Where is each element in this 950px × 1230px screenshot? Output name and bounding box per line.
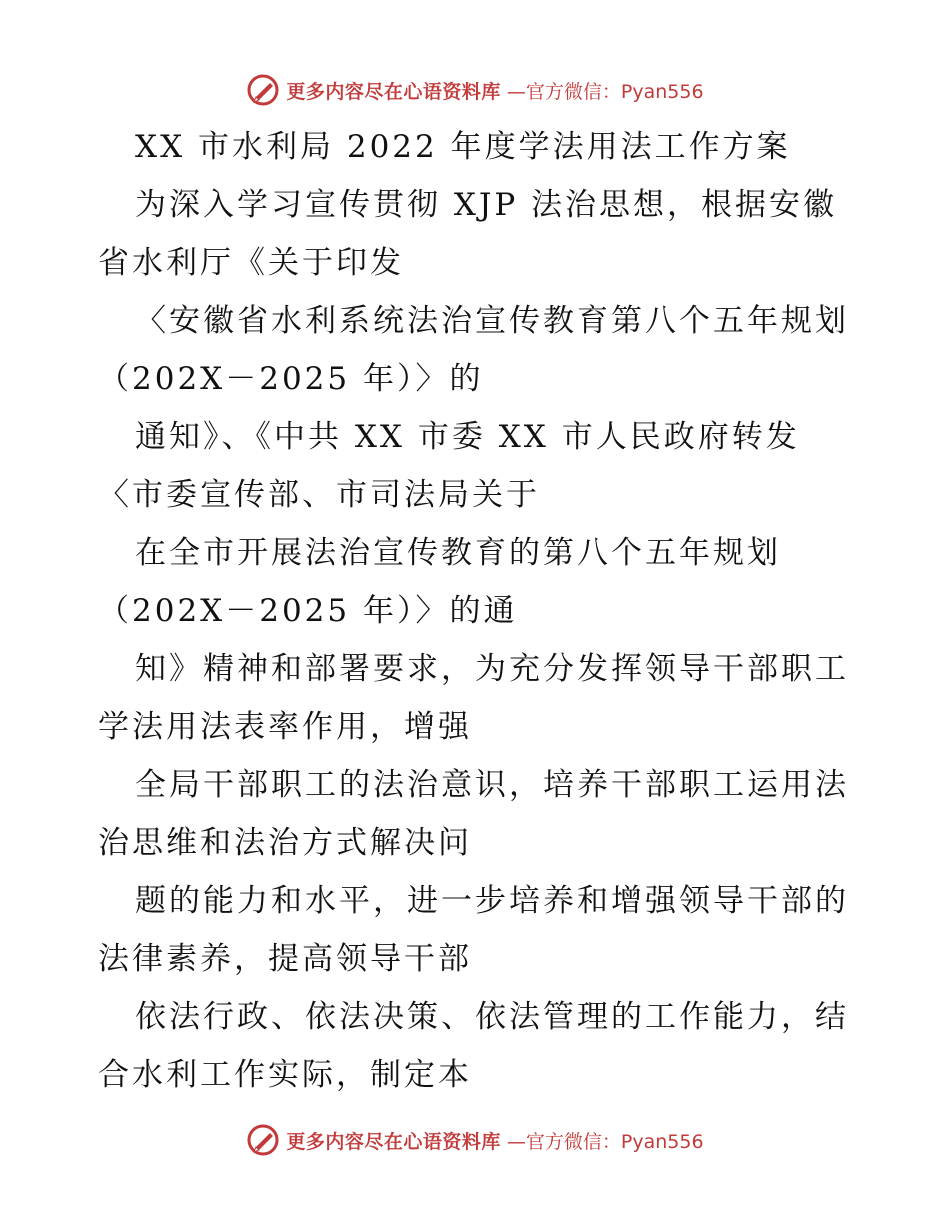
document-line: （202X－2025 年）〉的 bbox=[98, 361, 484, 397]
document-line: 为深入学习宣传贯彻 XJP 法治思想，根据安徽 bbox=[135, 187, 838, 223]
header-watermark bbox=[0, 68, 950, 112]
document-line: 通知》、《中共 XX 市委 XX 市人民政府转发 bbox=[135, 419, 800, 455]
document-line: 题的能力和水平，进一步培养和增强领导干部的 bbox=[135, 883, 849, 919]
document-line: 〈安徽省水利系统法治宣传教育第八个五年规划 bbox=[135, 303, 849, 339]
watermark-main-text: 更多内容尽在心语资料库 bbox=[286, 1130, 501, 1153]
watermark-sub-text: —官方微信：Pyan556 bbox=[506, 80, 704, 103]
watermark-main-text: 更多内容尽在心语资料库 bbox=[286, 80, 501, 103]
pen-logo-icon bbox=[246, 1123, 280, 1157]
document-line: （202X－2025 年）〉的通 bbox=[98, 593, 518, 629]
document-line: 全局干部职工的法治意识，培养干部职工运用法 bbox=[135, 767, 849, 803]
document-line: 法律素养，提高领导干部 bbox=[98, 941, 472, 977]
footer-watermark bbox=[0, 1118, 950, 1162]
document-line: 合水利工作实际，制定本 bbox=[98, 1057, 472, 1093]
document-title: XX 市水利局 2022 年度学法用法工作方案 bbox=[135, 129, 791, 165]
pen-logo-icon bbox=[246, 73, 280, 107]
document-line: 〈市委宣传部、市司法局关于 bbox=[98, 477, 540, 513]
document-line: 省水利厅《关于印发 bbox=[98, 245, 404, 281]
document-line: 依法行政、依法决策、依法管理的工作能力，结 bbox=[135, 999, 849, 1035]
document-line: 在全市开展法治宣传教育的第八个五年规划 bbox=[135, 535, 781, 571]
document-line: 知》精神和部署要求，为充分发挥领导干部职工 bbox=[135, 651, 849, 687]
watermark-sub-text: —官方微信：Pyan556 bbox=[506, 1130, 704, 1153]
document-line: 治思维和法治方式解决问 bbox=[98, 825, 472, 861]
document-line: 学法用法表率作用，增强 bbox=[98, 709, 472, 745]
